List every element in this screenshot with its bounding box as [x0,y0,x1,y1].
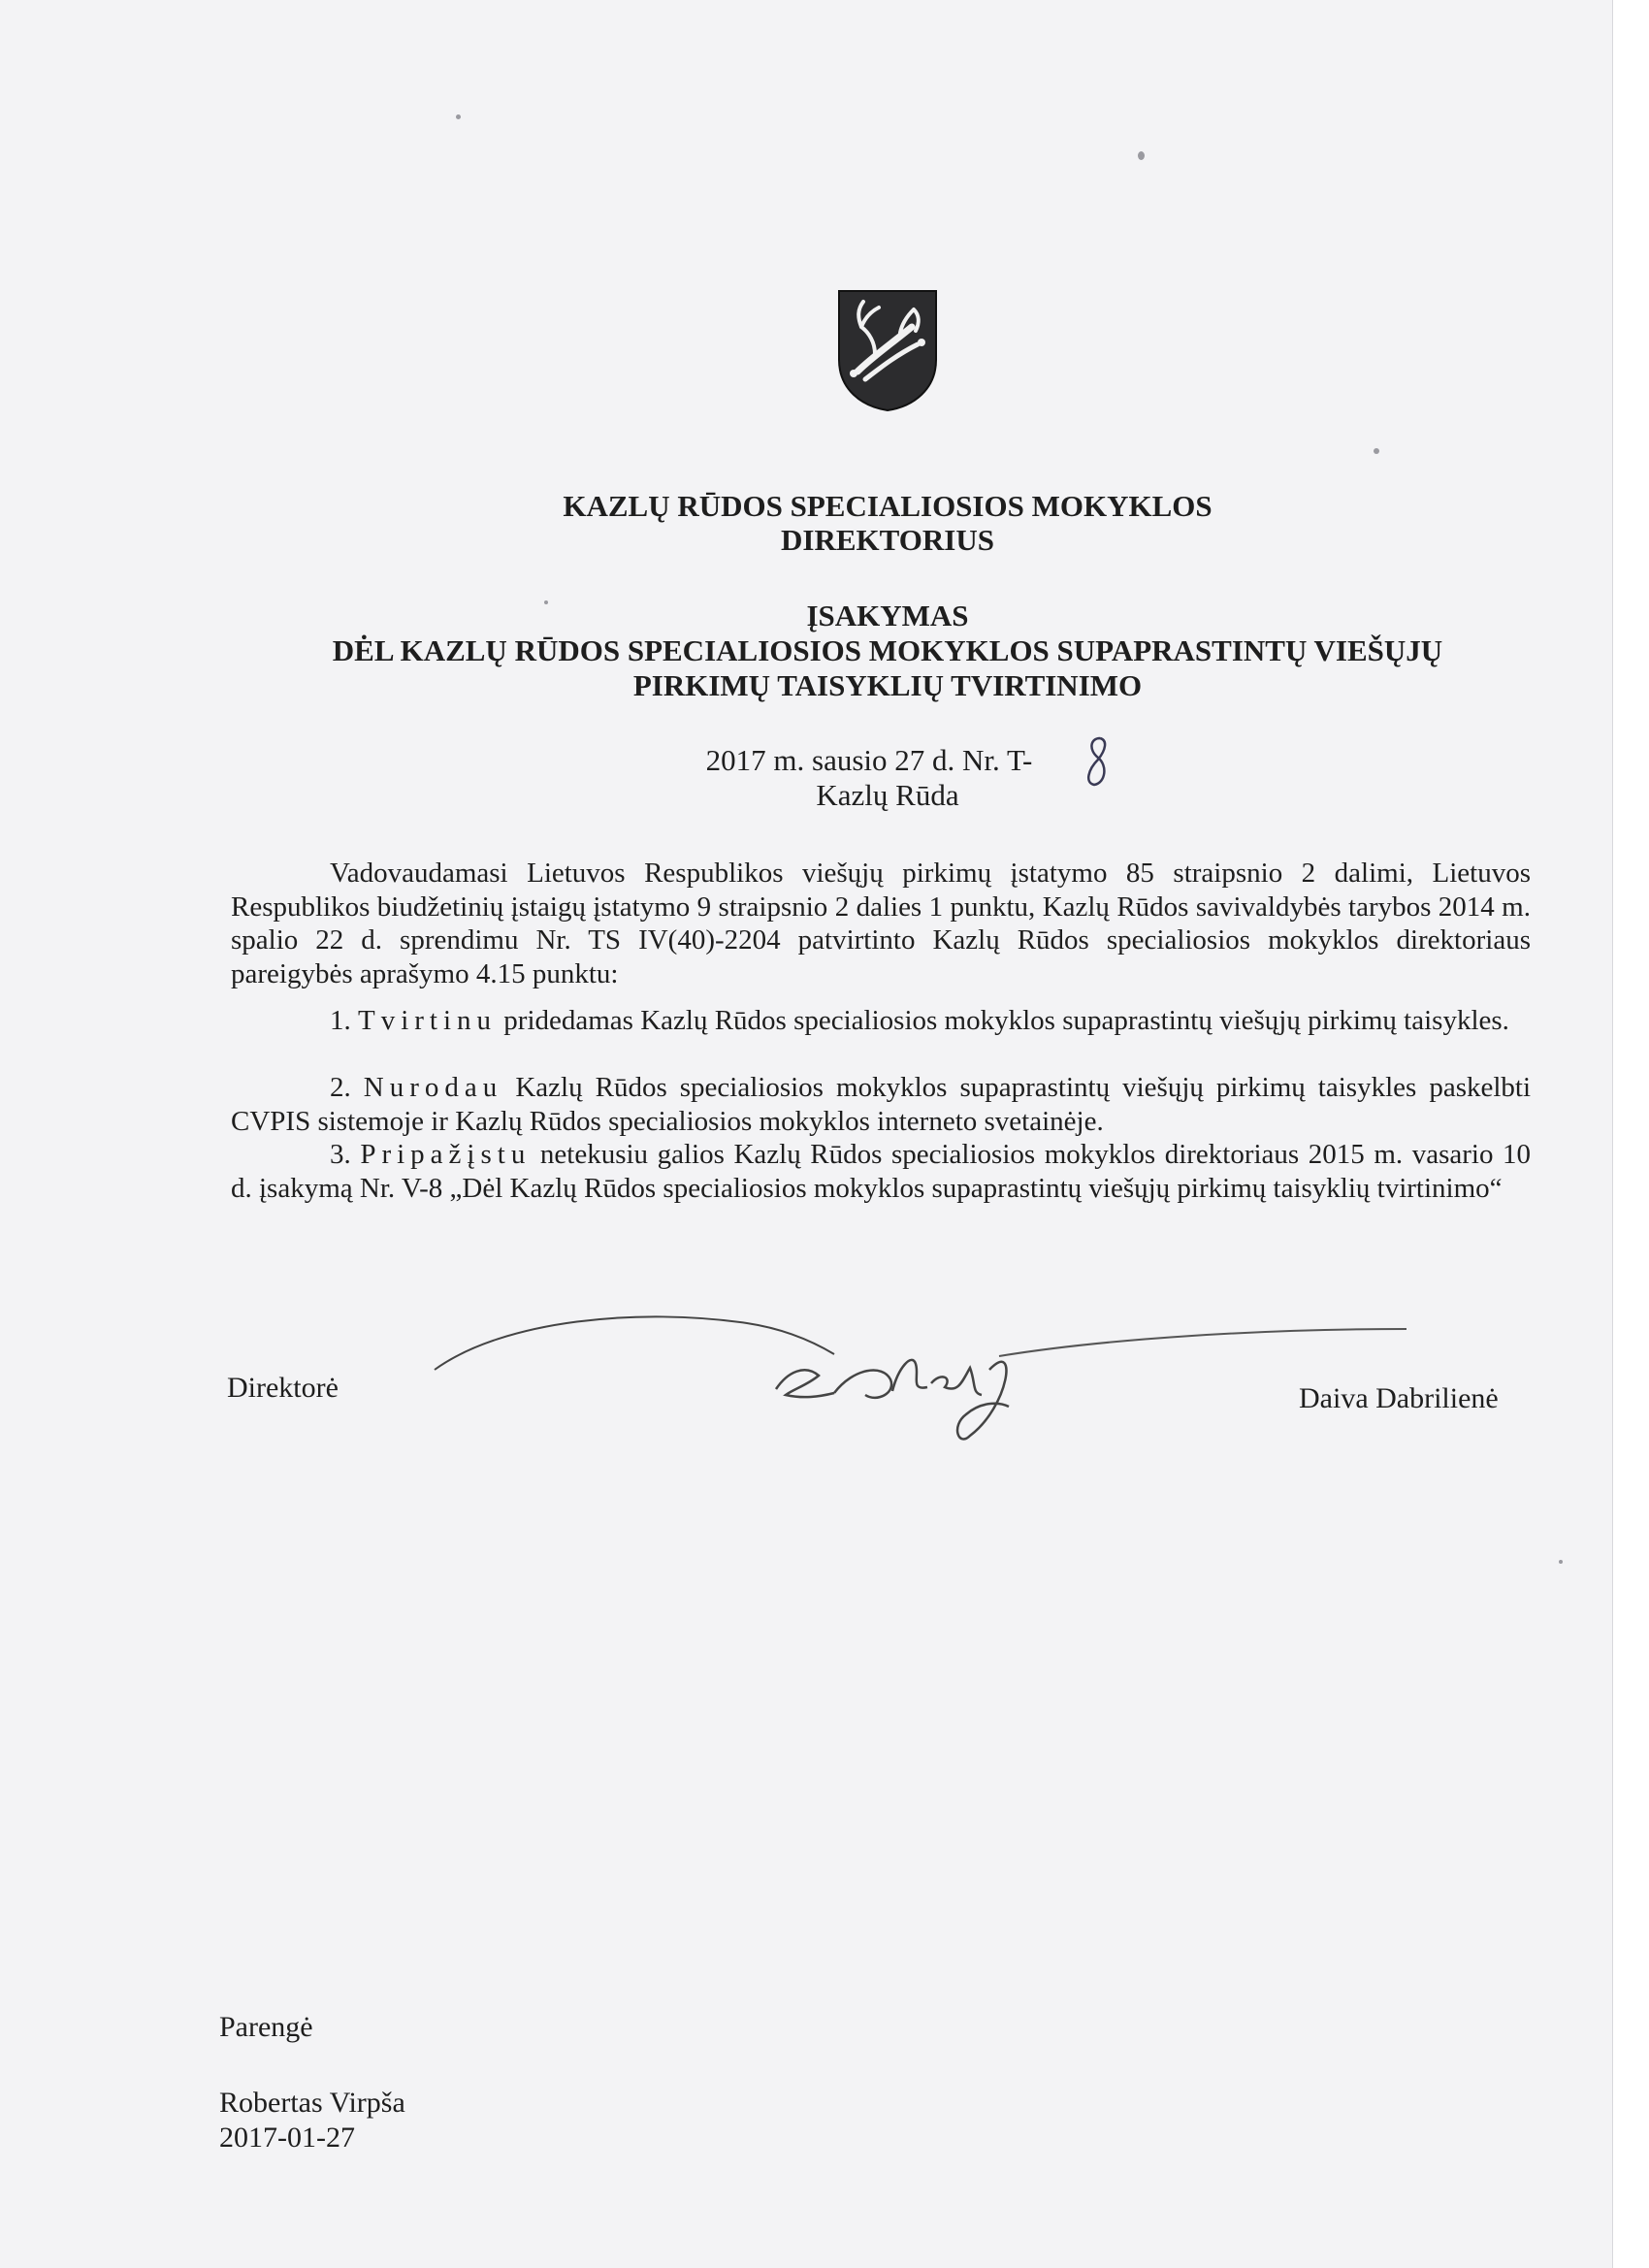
order-item-2 [231,1071,1531,1138]
intro-paragraph: Vadovaudamasi Lietuvos Respublikos viešųjų pirkimų įstatymo 85 straipsnio 2 dalimi, Lietuvos Respublikos biudžetinių įstaigų įstatymo 9 straipsnio 2 dalies 1 punktu, Kazlų Rūdos savivaldybės tarybos 2014 m. spalio 22 d. sprendimu Nr. TS IV(40)-2204 patvirtinto Kazlų Rūdos specialiosios mokyklos direktoriaus pareigybės aprašymo 4.15 punktu: [231,858,1531,989]
item-verb: Pripažįstu [360,1139,532,1170]
scan-speck [1374,448,1379,454]
signatory-role: Direktorė [227,1372,339,1404]
item-text: Kazlų Rūdos specialiosios mokyklos supaprastintų viešųjų pirkimų taisykles paskelbti CVPIS sistemoje ir Kazlų Rūdos specialiosios mokyklos interneto svetainėje. [231,1072,1532,1137]
document-date-number [0,742,1649,778]
prepared-by-label: Parengė [219,2011,313,2043]
item-text: pridedamas Kazlų Rūdos specialiosios mokyklos supaprastintų viešųjų pirkimų taisykles. [503,1005,1509,1036]
item-number: 1. [330,1005,351,1036]
scan-speck [1138,151,1145,160]
author-name: Robertas Virpša [219,2087,405,2119]
document-subject-line-2: PIRKIMŲ TAISYKLIŲ TVIRTINIMO [632,668,1143,702]
order-item-1 [231,1004,1531,1038]
signatory-name: Daiva Dabrilienė [1299,1382,1499,1414]
author-date: 2017-01-27 [219,2122,355,2154]
institution-role: DIREKTORIUS [781,523,994,557]
document-place: Kazlų Rūda [816,778,959,812]
item-verb: Tvirtinu [358,1005,498,1036]
order-item-3 [231,1138,1531,1205]
handwritten-signature [427,1300,1416,1474]
institution-title: KAZLŲ RŪDOS SPECIALIOSIOS MOKYKLOS [563,489,1212,523]
scan-speck [456,114,461,119]
item-verb: Nurodau [363,1072,503,1103]
document-type: ĮSAKYMAS [806,599,969,632]
scan-speck [544,600,548,604]
item-text: netekusiu galios Kazlų Rūdos specialiosios mokyklos direktoriaus 2015 m. vasario 10 d. įsakymą Nr. V-8 „Dėl Kazlų Rūdos specialiosios mokyklos supaprastintų viešųjų pirkimų taisyklių tvirtinimo“ [231,1139,1532,1204]
item-number: 3. [330,1139,351,1170]
date-number-text: 2017 m. sausio 27 d. Nr. T- [705,743,1033,777]
item-number: 2. [330,1072,351,1103]
prepared-by-block [219,2086,405,2155]
coat-of-arms-emblem [836,288,939,412]
handwritten-number-value: 8 [1081,734,1082,735]
scan-speck [1559,1560,1563,1564]
document-subject-line-1: DĖL KAZLŲ RŪDOS SPECIALIOSIOS MOKYKLOS SUPAPRASTINTŲ VIEŠŲJŲ [332,633,1443,667]
